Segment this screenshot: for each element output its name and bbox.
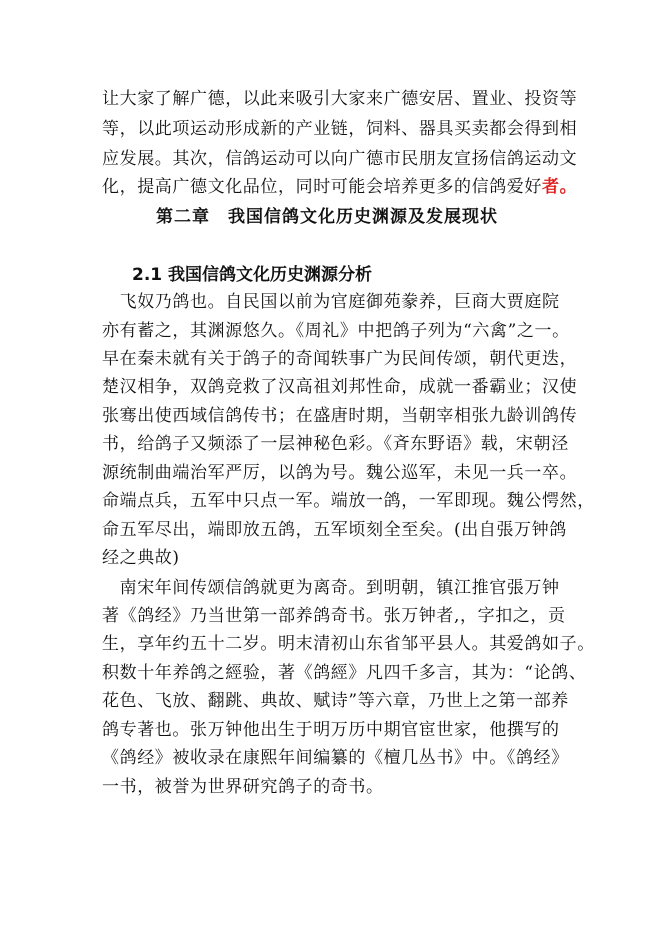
paragraph2-line-2: 著《鸽经》乃当世第一部养鸽奇书。张万钟者,，字扣之，贡	[102, 606, 566, 626]
paragraph2-line-3: 生，享年约五十二岁。明末清初山东省邹平县人。其爱鸽如子。	[102, 634, 595, 654]
paragraph2-line-6: 鸽专著也。张万钟他出生于明万历中期官宦世家，他撰写的	[102, 720, 560, 740]
paragraph1-line-3: 早在秦未就有关于鸽子的奇闻轶事广为民间传颂，朝代更迭，	[102, 349, 578, 369]
paragraph1-line-4: 楚汉相争，双鸽竞救了汉高祖刘邦性命，成就一番霸业；汉使	[102, 377, 578, 397]
intro-line-4	[102, 176, 577, 198]
paragraph1-line-6: 书，给鸽子又频添了一层神秘色彩。《斉东野语》载，宋朝泾	[102, 434, 569, 454]
paragraph1-line-7: 源统制曲端治军严厉，以鸽为号。魏公巡军，未见一兵一卒。	[102, 463, 578, 483]
paragraph1-line-1: 飞奴乃鸽也。自民国以前为官庭御苑豢养，巨商大贾庭院	[102, 292, 560, 312]
paragraph2-line-8: 一书，被誉为世界研究鸽子的奇书。	[102, 777, 384, 797]
paragraph1-line-5: 张骞出使西域信鸽传书；在盛唐时期，当朝宰相张九龄训鸽传	[102, 406, 578, 426]
intro-line-3: 应发展。其次，信鸽运动可以向广德市民朋友宣扬信鸽运动文	[102, 149, 578, 169]
paragraph2-line-7: 《鸽经》被收录在康熙年间编纂的《檀几丛书》中。《鸽经》	[102, 748, 569, 768]
paragraph2-line-4: 积数十年养鸽之經验，著《鸽經》凡四千多言，其为：“论鸽、	[102, 663, 587, 683]
paragraph1-line-9: 命五军尽出，端即放五鸽，五军顷刻全至矣。(出自張万钟鸽	[102, 520, 567, 540]
intro-end-punct: 。	[559, 177, 578, 197]
section-title: 2.1 我国信鸽文化历史渊源分析	[132, 265, 373, 285]
paragraph1-line-10: 经之典故)	[102, 548, 180, 568]
intro-accent-char: 者	[542, 177, 560, 197]
paragraph1-line-2: 亦有蓄之，其渊源悠久。《周礼》中把鸽子列为“六禽”之一。	[102, 321, 570, 341]
chapter-title: 第二章 我国信鸽文化历史渊源及发展现状	[156, 207, 498, 227]
paragraph1-line-8: 命端点兵，五军中只点一军。端放一鸽，一军即现。魏公愕然，	[102, 491, 595, 511]
intro-line-2: 等，以此项运动形成新的产业链，饲料、器具买卖都会得到相	[102, 119, 578, 139]
paragraph2-line-1: 南宋年间传颂信鸽就更为离奇。到明朝，镇江推官張万钟	[102, 578, 560, 598]
intro-line-1: 让大家了解广德，以此来吸引大家来广德安居、置业、投资等	[102, 89, 578, 109]
paragraph2-line-5: 花色、飞放、翻跳、典故、赋诗”等六章，乃世上之第一部养	[102, 691, 569, 711]
intro-line-4-text: 化，提高广德文化品位，同时可能会培养更多的信鸽爱好	[102, 177, 542, 197]
